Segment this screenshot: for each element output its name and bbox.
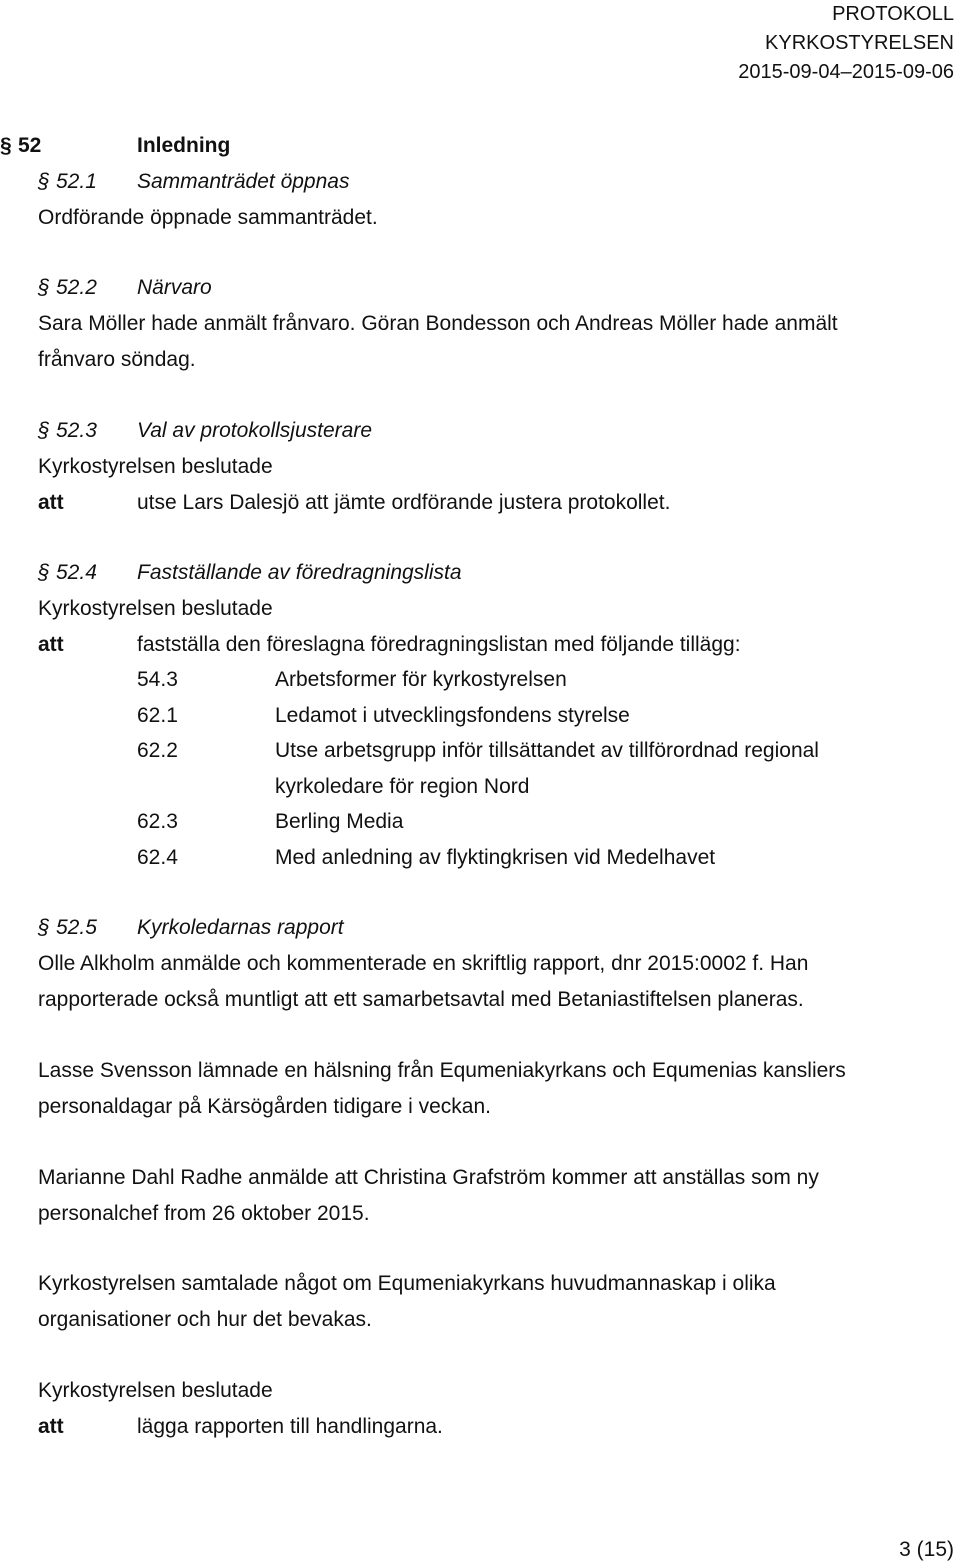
section-symbol: § [0,134,12,157]
subsection-52-2-text-line1: Sara Möller hade anmält frånvaro. Göran Bondesson och Andreas Möller hade anmält [38,312,838,335]
agenda-item-text-continued: kyrkoledare för region Nord [275,775,530,798]
decision-text: utse Lars Dalesjö att jämte ordförande justera protokollet. [137,491,671,514]
subsection-52-1-heading [38,167,638,197]
agenda-item-text: Berling Media [275,810,404,833]
subsection-title: Sammanträdet öppnas [137,170,350,193]
agenda-item-number: 62.2 [137,739,178,762]
subsection-title: Val av protokollsjusterare [137,419,372,442]
report-paragraph-line: personaldagar på Kärsögården tidigare i veckan. [38,1095,491,1118]
subsection-number: 52.3 [56,419,97,442]
subsection-title: Fastställande av föredragningslista [137,561,462,584]
subsection-number: 52.2 [56,276,97,299]
agenda-item-text: Arbetsformer för kyrkostyrelsen [275,668,567,691]
subsection-symbol: § [38,170,50,193]
report-paragraph-line: Marianne Dahl Radhe anmälde att Christina Grafström kommer att anställas som ny [38,1166,819,1189]
section-title: Inledning [137,134,231,157]
agenda-item-text: Ledamot i utvecklingsfondens styrelse [275,704,630,727]
subsection-52-1-text: Ordförande öppnade sammanträdet. [38,206,378,229]
header-doc-type: PROTOKOLL [832,3,954,25]
agenda-item-number: 54.3 [137,668,178,691]
report-paragraph-line: Kyrkostyrelsen samtalade något om Equmeniakyrkans huvudmannaskap i olika [38,1272,776,1295]
header-date-range: 2015-09-04–2015-09-06 [738,61,954,83]
report-paragraph-line: personalchef from 26 oktober 2015. [38,1202,370,1225]
subsection-title: Kyrkoledarnas rapport [137,916,344,939]
agenda-item-text: Med anledning av flyktingkrisen vid Medelhavet [275,846,716,869]
subsection-number: 52.4 [56,561,97,584]
page-number: 3 (15) [899,1538,954,1561]
agenda-item-number: 62.4 [137,846,178,869]
att-label: att [38,491,64,514]
subsection-52-2-text-line2: frånvaro söndag. [38,348,196,371]
subsection-52-5-heading [38,913,638,943]
decision-intro: Kyrkostyrelsen beslutade [38,455,273,478]
report-paragraph-line: Lasse Svensson lämnade en hälsning från Equmeniakyrkans och Equmenias kansliers [38,1059,846,1082]
subsection-symbol: § [38,561,50,584]
subsection-52-2-heading [38,273,638,303]
decision-intro: Kyrkostyrelsen beslutade [38,1379,273,1402]
subsection-number: 52.1 [56,170,97,193]
subsection-title: Närvaro [137,276,212,299]
report-paragraph-line: organisationer och hur det bevakas. [38,1308,372,1331]
section-number: 52 [18,134,42,157]
document-header [738,0,954,87]
agenda-item-text: Utse arbetsgrupp inför tillsättandet av tillförordnad regional [275,739,819,762]
section-heading [0,131,231,161]
subsection-symbol: § [38,419,50,442]
subsection-symbol: § [38,276,50,299]
report-paragraph-line: rapporterade också muntligt att ett samarbetsavtal med Betaniastiftelsen planeras. [38,988,804,1011]
decision-text: lägga rapporten till handlingarna. [137,1415,443,1438]
att-label: att [38,1415,64,1438]
subsection-52-4-heading [38,558,638,588]
subsection-symbol: § [38,916,50,939]
header-organization: KYRKOSTYRELSEN [765,32,954,54]
agenda-item-number: 62.3 [137,810,178,833]
att-label: att [38,633,64,656]
report-paragraph-line: Olle Alkholm anmälde och kommenterade en skriftlig rapport, dnr 2015:0002 f. Han [38,952,809,975]
decision-text: fastställa den föreslagna föredragningslistan med följande tillägg: [137,633,741,656]
subsection-number: 52.5 [56,916,97,939]
decision-intro: Kyrkostyrelsen beslutade [38,597,273,620]
subsection-52-3-heading [38,416,638,446]
agenda-item-number: 62.1 [137,704,178,727]
